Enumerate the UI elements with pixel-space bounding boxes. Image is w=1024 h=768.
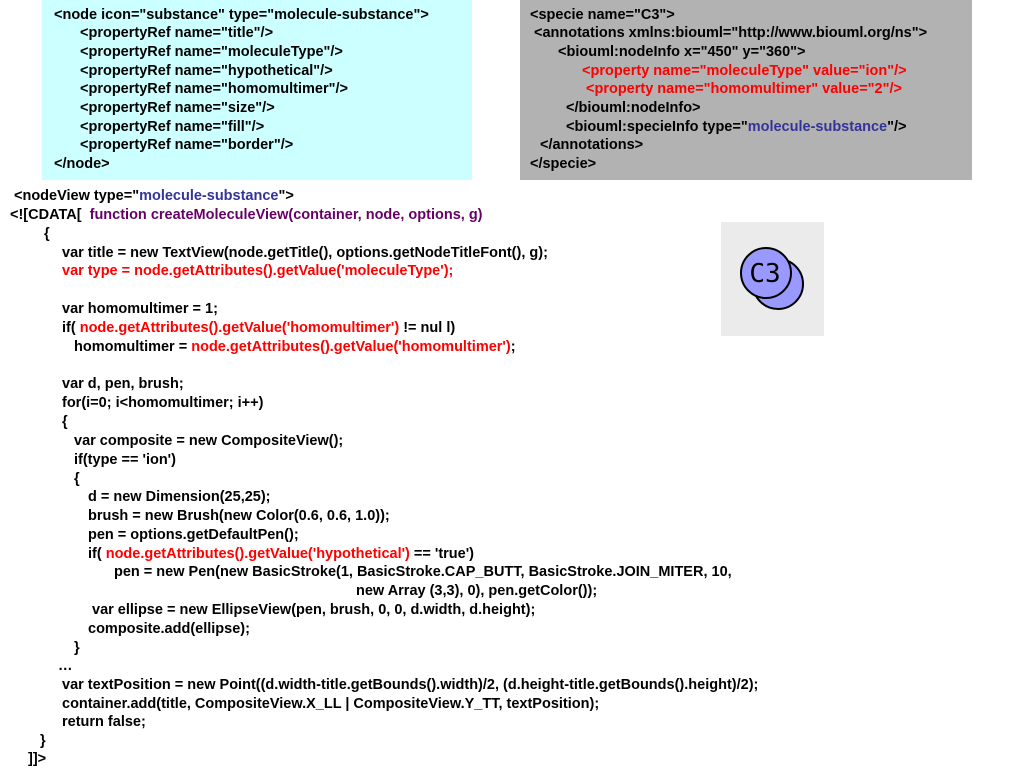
property-homomultimer-2: <property name="homomultimer" value="2"/> xyxy=(586,81,902,97)
annotations-close-tag: </annotations> xyxy=(540,137,644,153)
code-brace-close-outer: } xyxy=(40,733,46,749)
node-info-open-tag: <biouml:nodeInfo x="450" y="360"> xyxy=(558,44,806,60)
property-ref-hypothetical: <propertyRef name="hypothetical"/> xyxy=(80,63,333,79)
code-new-array-line: new Array (3,3), 0), pen.getColor()); xyxy=(356,583,598,599)
cdata-function-line: <![CDATA[ function createMoleculeView(container, node, options, g) xyxy=(10,207,483,223)
node-open-tag: <node icon="substance" type="molecule-substance"> xyxy=(54,7,429,23)
code-dimension-line: d = new Dimension(25,25); xyxy=(88,489,271,505)
code-var-declarations: var d, pen, brush; xyxy=(62,376,184,392)
code-new-pen-line: pen = new Pen(new BasicStroke(1, BasicStroke.CAP_BUTT, BasicStroke.JOIN_MITER, 10, xyxy=(114,564,732,580)
property-ref-border: <propertyRef name="border"/> xyxy=(80,137,294,153)
annotations-open-tag: <annotations xmlns:biouml="http://www.biouml.org/ns"> xyxy=(534,25,928,41)
code-pen-line: pen = options.getDefaultPen(); xyxy=(88,527,299,543)
function-signature: function createMoleculeView(container, node, options, g) xyxy=(89,207,483,223)
code-ellipse-line: var ellipse = new EllipseView(pen, brush, 0, 0, d.width, d.height); xyxy=(92,602,536,618)
node-close-tag: </node> xyxy=(54,156,110,172)
code-brace-open-outer: { xyxy=(44,226,50,242)
node-definition-box xyxy=(42,0,472,180)
c3-ion-dimer-icon xyxy=(721,222,824,336)
code-type-line: var type = node.getAttributes().getValue('moleculeType'); xyxy=(62,263,454,279)
code-homomultimer-assign: homomultimer = node.getAttributes().getValue('homomultimer'); xyxy=(74,339,516,355)
code-ellipsis: … xyxy=(58,658,73,674)
property-ref-title: <propertyRef name="title"/> xyxy=(80,25,274,41)
code-composite-line: var composite = new CompositeView(); xyxy=(74,433,344,449)
property-ref-fill: <propertyRef name="fill"/> xyxy=(80,119,265,135)
code-return-line: return false; xyxy=(62,714,146,730)
code-brush-line: brush = new Brush(new Color(0.6, 0.6, 1.0)); xyxy=(88,508,390,524)
property-ref-homomultimer: <propertyRef name="homomultimer"/> xyxy=(80,81,348,97)
property-ref-molecule-type: <propertyRef name="moleculeType"/> xyxy=(80,44,343,60)
node-view-open-tag: <nodeView type="molecule-substance"> xyxy=(14,188,294,204)
code-for-loop: for(i=0; i<homomultimer; i++) xyxy=(62,395,264,411)
property-molecule-type-ion: <property name="moleculeType" value="ion"/> xyxy=(582,63,907,79)
code-if-type-ion: if(type == 'ion') xyxy=(74,452,176,468)
code-container-add-line: container.add(title, CompositeView.X_LL | CompositeView.Y_TT, textPosition); xyxy=(62,696,600,712)
code-composite-add-line: composite.add(ellipse); xyxy=(88,621,250,637)
code-if-hypothetical: if( node.getAttributes().getValue('hypothetical') == 'true') xyxy=(88,546,475,562)
code-text-position-line: var textPosition = new Point((d.width-title.getBounds().width)/2, (d.height-title.getBounds().height)/2); xyxy=(62,677,759,693)
molecule-icon-preview xyxy=(721,222,824,336)
code-brace-open-if: { xyxy=(74,471,80,487)
code-homomultimer-init: var homomultimer = 1; xyxy=(62,301,218,317)
specie-info-type-value: molecule-substance xyxy=(747,119,888,135)
cdata-close: ]]> xyxy=(28,751,47,767)
property-ref-size: <propertyRef name="size"/> xyxy=(80,100,275,116)
specie-close-tag: </specie> xyxy=(530,156,597,172)
node-view-type-value: molecule-substance xyxy=(139,188,279,204)
c3-label: C3 xyxy=(749,259,781,289)
specie-definition-box xyxy=(520,0,972,180)
node-info-close-tag: </biouml:nodeInfo> xyxy=(566,100,701,116)
code-brace-open-for: { xyxy=(62,414,68,430)
code-brace-close-if: } xyxy=(74,640,80,656)
code-title-line: var title = new TextView(node.getTitle(), options.getNodeTitleFont(), g); xyxy=(62,245,548,261)
specie-open-tag: <specie name="C3"> xyxy=(530,7,675,23)
specie-info-tag: <biouml:specieInfo type="molecule-substance"/> xyxy=(566,119,907,135)
code-if-homomultimer: if( node.getAttributes().getValue('homomultimer') != nul l) xyxy=(62,320,456,336)
